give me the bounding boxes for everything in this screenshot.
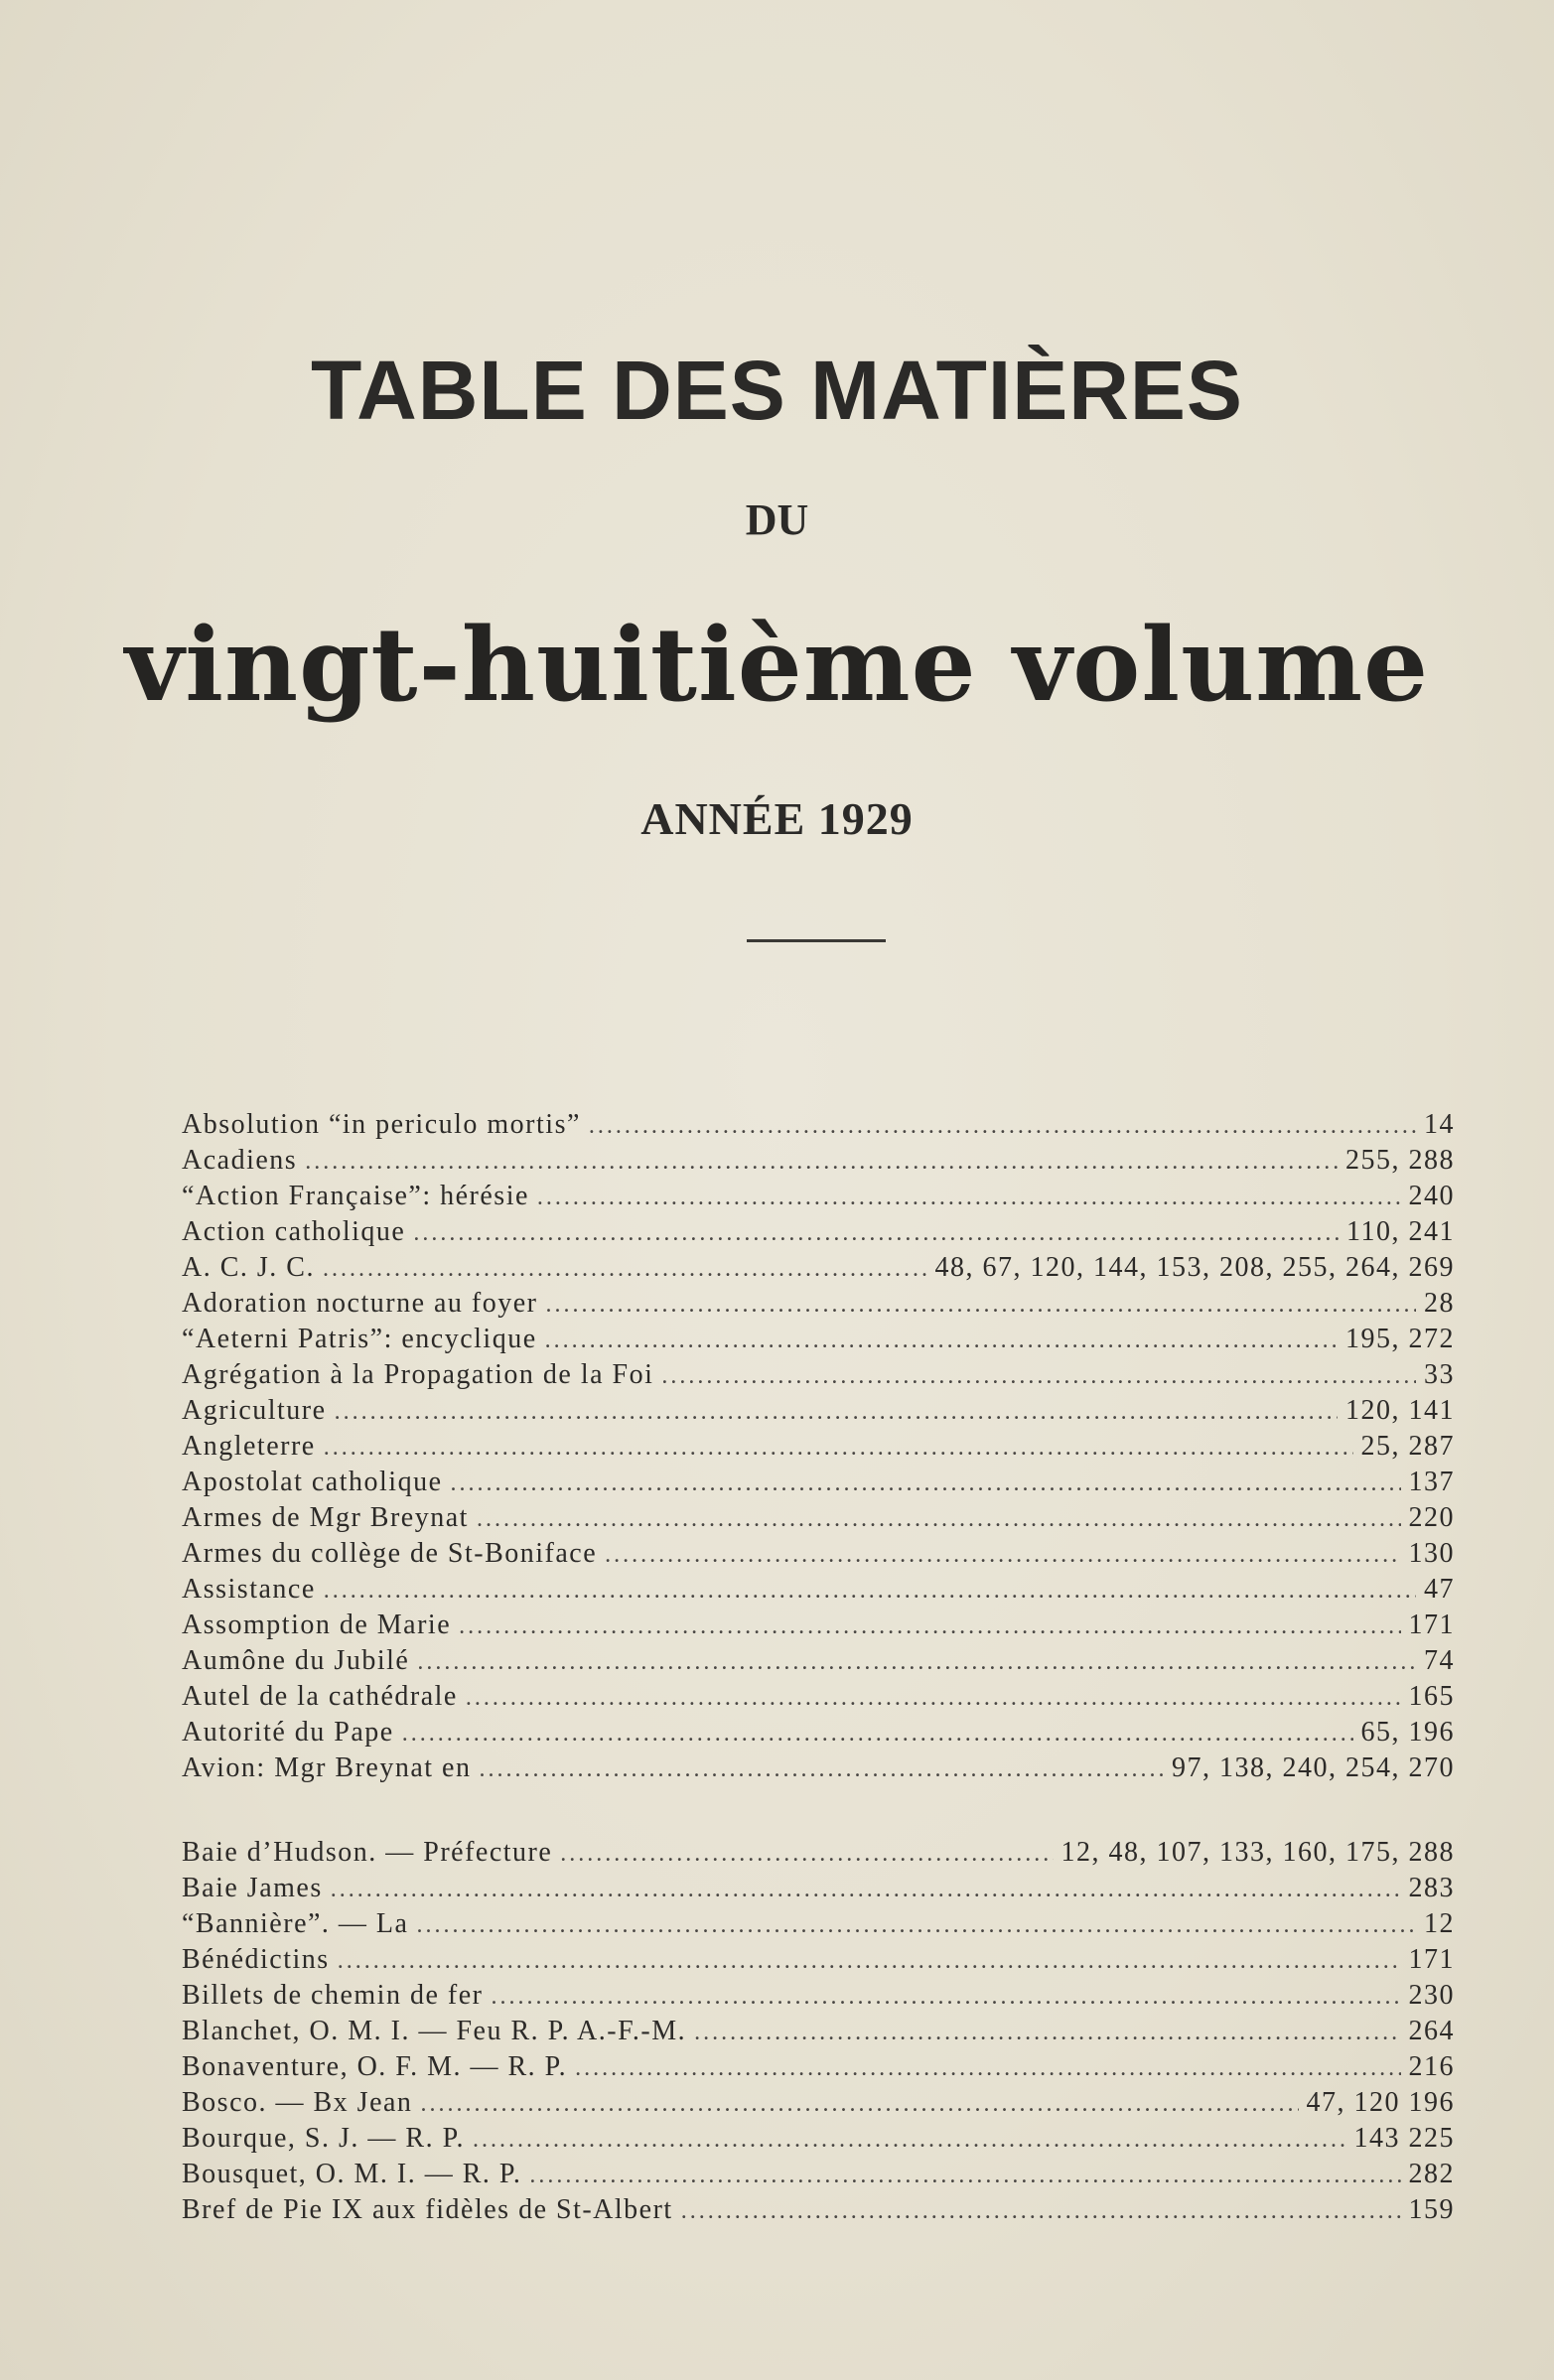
entry-label: Bourque, S. J. — R. P. bbox=[182, 2123, 466, 2154]
entry-label: Assistance bbox=[182, 1574, 316, 1605]
index-entry bbox=[182, 1500, 1455, 1536]
entry-pages: 74 bbox=[1424, 1645, 1455, 1676]
entry-label: Acadiens bbox=[182, 1145, 298, 1176]
entry-label: Baie d’Hudson. — Préfecture bbox=[182, 1837, 553, 1868]
dot-leader bbox=[459, 1609, 1400, 1644]
entry-label: A. C. J. C. bbox=[182, 1252, 315, 1283]
entry-label: Aumône du Jubilé bbox=[182, 1645, 410, 1676]
entry-pages: 230 bbox=[1408, 1980, 1455, 2011]
dot-leader bbox=[545, 1323, 1338, 1358]
index-entry bbox=[182, 1322, 1455, 1357]
dot-leader bbox=[479, 1751, 1164, 1787]
entry-pages: 28 bbox=[1424, 1288, 1455, 1319]
dot-leader bbox=[694, 2015, 1400, 2050]
volume-heading: vingt-huitième volume bbox=[124, 606, 1430, 725]
entry-label: Avion: Mgr Breynat en bbox=[182, 1752, 472, 1783]
entry-pages: 25, 287 bbox=[1360, 1431, 1455, 1462]
entry-label: Baie James bbox=[182, 1873, 323, 1903]
entry-pages: 12 bbox=[1424, 1908, 1455, 1939]
entry-pages: 220 bbox=[1408, 1502, 1455, 1533]
entry-pages: 110, 241 bbox=[1346, 1216, 1455, 1247]
year-heading: ANNÉE 1929 bbox=[640, 793, 914, 844]
entry-pages: 195, 272 bbox=[1345, 1324, 1455, 1354]
dot-leader bbox=[560, 1836, 1053, 1872]
entry-label: Bref de Pie IX aux fidèles de St-Albert bbox=[182, 2194, 673, 2225]
page-title: TABLE DES MATIÈRES bbox=[311, 344, 1243, 437]
index-entry bbox=[182, 1143, 1455, 1179]
dot-leader bbox=[331, 1872, 1401, 1907]
index-entry bbox=[182, 1978, 1455, 2014]
entry-pages: 48, 67, 120, 144, 153, 208, 255, 264, 269 bbox=[934, 1252, 1455, 1283]
index-entry bbox=[182, 1679, 1455, 1715]
entry-label: Blanchet, O. M. I. — Feu R. P. A.-F.-M. bbox=[182, 2016, 687, 2046]
index-entry bbox=[182, 2157, 1455, 2192]
dot-leader bbox=[417, 1644, 1416, 1680]
dot-leader bbox=[473, 2122, 1345, 2158]
entry-pages: 47, 120 196 bbox=[1306, 2087, 1455, 2118]
index-entry bbox=[182, 1536, 1455, 1572]
entry-label: “Aeterni Patris”: encyclique bbox=[182, 1324, 537, 1354]
entry-pages: 12, 48, 107, 133, 160, 175, 288 bbox=[1060, 1837, 1455, 1868]
index-entry bbox=[182, 1465, 1455, 1500]
index-entry bbox=[182, 1871, 1455, 1906]
dot-leader bbox=[466, 1680, 1401, 1716]
entry-label: Angleterre bbox=[182, 1431, 316, 1462]
title-connector: DU bbox=[745, 495, 809, 544]
dot-leader bbox=[661, 1358, 1416, 1394]
dot-leader bbox=[529, 2158, 1400, 2193]
index-entry bbox=[182, 1357, 1455, 1393]
entry-label: Adoration nocturne au foyer bbox=[182, 1288, 538, 1319]
dot-leader bbox=[323, 1251, 927, 1287]
index-entry bbox=[182, 1107, 1455, 1143]
entry-label: Billets de chemin de fer bbox=[182, 1980, 484, 2011]
dot-leader bbox=[413, 1215, 1339, 1251]
dot-leader bbox=[451, 1466, 1401, 1501]
entry-pages: 14 bbox=[1424, 1109, 1455, 1140]
dot-leader bbox=[575, 2050, 1400, 2086]
entry-label: Bousquet, O. M. I. — R. P. bbox=[182, 2159, 522, 2189]
entry-label: “Action Française”: hérésie bbox=[182, 1181, 529, 1211]
entry-pages: 130 bbox=[1408, 1538, 1455, 1569]
index-entry bbox=[182, 1286, 1455, 1322]
entry-label: Autorité du Pape bbox=[182, 1717, 394, 1748]
dot-leader bbox=[305, 1144, 1338, 1180]
entry-label: Agriculture bbox=[182, 1395, 327, 1426]
entry-pages: 47 bbox=[1424, 1574, 1455, 1605]
entry-pages: 97, 138, 240, 254, 270 bbox=[1172, 1752, 1455, 1783]
entry-pages: 137 bbox=[1408, 1467, 1455, 1497]
dot-leader bbox=[477, 1501, 1401, 1537]
entry-pages: 143 225 bbox=[1353, 2123, 1455, 2154]
entry-label: Action catholique bbox=[182, 1216, 406, 1247]
dot-leader bbox=[335, 1394, 1338, 1430]
entry-pages: 165 bbox=[1408, 1681, 1455, 1712]
entry-pages: 255, 288 bbox=[1345, 1145, 1455, 1176]
dot-leader bbox=[546, 1287, 1417, 1323]
entry-label: Bosco. — Bx Jean bbox=[182, 2087, 413, 2118]
entry-pages: 283 bbox=[1408, 1873, 1455, 1903]
entry-pages: 216 bbox=[1408, 2051, 1455, 2082]
index-entry bbox=[182, 1608, 1455, 1643]
entry-label: Armes du collège de St-Boniface bbox=[182, 1538, 598, 1569]
entry-pages: 264 bbox=[1408, 2016, 1455, 2046]
dot-leader bbox=[589, 1108, 1416, 1144]
dot-leader bbox=[491, 1979, 1400, 2015]
dot-leader bbox=[338, 1943, 1401, 1979]
entry-pages: 282 bbox=[1408, 2159, 1455, 2189]
index-entry bbox=[182, 1250, 1455, 1286]
dot-leader bbox=[324, 1430, 1353, 1466]
index-entry bbox=[182, 1750, 1455, 1786]
index-section-b bbox=[182, 1835, 1455, 2228]
index-entry bbox=[182, 2014, 1455, 2049]
dot-leader bbox=[537, 1180, 1401, 1215]
entry-label: Bénédictins bbox=[182, 1944, 330, 1975]
index-entry bbox=[182, 2121, 1455, 2157]
dot-leader bbox=[605, 1537, 1400, 1573]
dot-leader bbox=[420, 2086, 1298, 2122]
index-entry bbox=[182, 1643, 1455, 1679]
entry-pages: 33 bbox=[1424, 1359, 1455, 1390]
entry-pages: 171 bbox=[1408, 1944, 1455, 1975]
index-entry bbox=[182, 1429, 1455, 1465]
index-entry bbox=[182, 2049, 1455, 2085]
index-entry bbox=[182, 1214, 1455, 1250]
index-entry bbox=[182, 1715, 1455, 1750]
entry-label: Autel de la cathédrale bbox=[182, 1681, 458, 1712]
index-entry bbox=[182, 1393, 1455, 1429]
dot-leader bbox=[416, 1907, 1416, 1943]
index-entry bbox=[182, 1572, 1455, 1608]
entry-label: Assomption de Marie bbox=[182, 1610, 452, 1640]
entry-pages: 65, 196 bbox=[1360, 1717, 1455, 1748]
index-entry bbox=[182, 2192, 1455, 2228]
entry-label: Apostolat catholique bbox=[182, 1467, 443, 1497]
entry-label: Bonaventure, O. F. M. — R. P. bbox=[182, 2051, 568, 2082]
entry-label: Armes de Mgr Breynat bbox=[182, 1502, 469, 1533]
entry-pages: 159 bbox=[1408, 2194, 1455, 2225]
entry-pages: 120, 141 bbox=[1345, 1395, 1455, 1426]
dot-leader bbox=[324, 1573, 1416, 1609]
entry-label: Agrégation à la Propagation de la Foi bbox=[182, 1359, 654, 1390]
entry-label: Absolution “in periculo mortis” bbox=[182, 1109, 581, 1140]
entry-label: “Bannière”. — La bbox=[182, 1908, 409, 1939]
title-divider bbox=[747, 939, 886, 942]
dot-leader bbox=[402, 1716, 1353, 1751]
index-section-a bbox=[182, 1107, 1455, 1786]
index-entry bbox=[182, 2085, 1455, 2121]
index-entry bbox=[182, 1835, 1455, 1871]
index-entry bbox=[182, 1906, 1455, 1942]
entry-pages: 240 bbox=[1408, 1181, 1455, 1211]
dot-leader bbox=[681, 2193, 1401, 2229]
index-entry bbox=[182, 1179, 1455, 1214]
index-entry bbox=[182, 1942, 1455, 1978]
entry-pages: 171 bbox=[1408, 1610, 1455, 1640]
